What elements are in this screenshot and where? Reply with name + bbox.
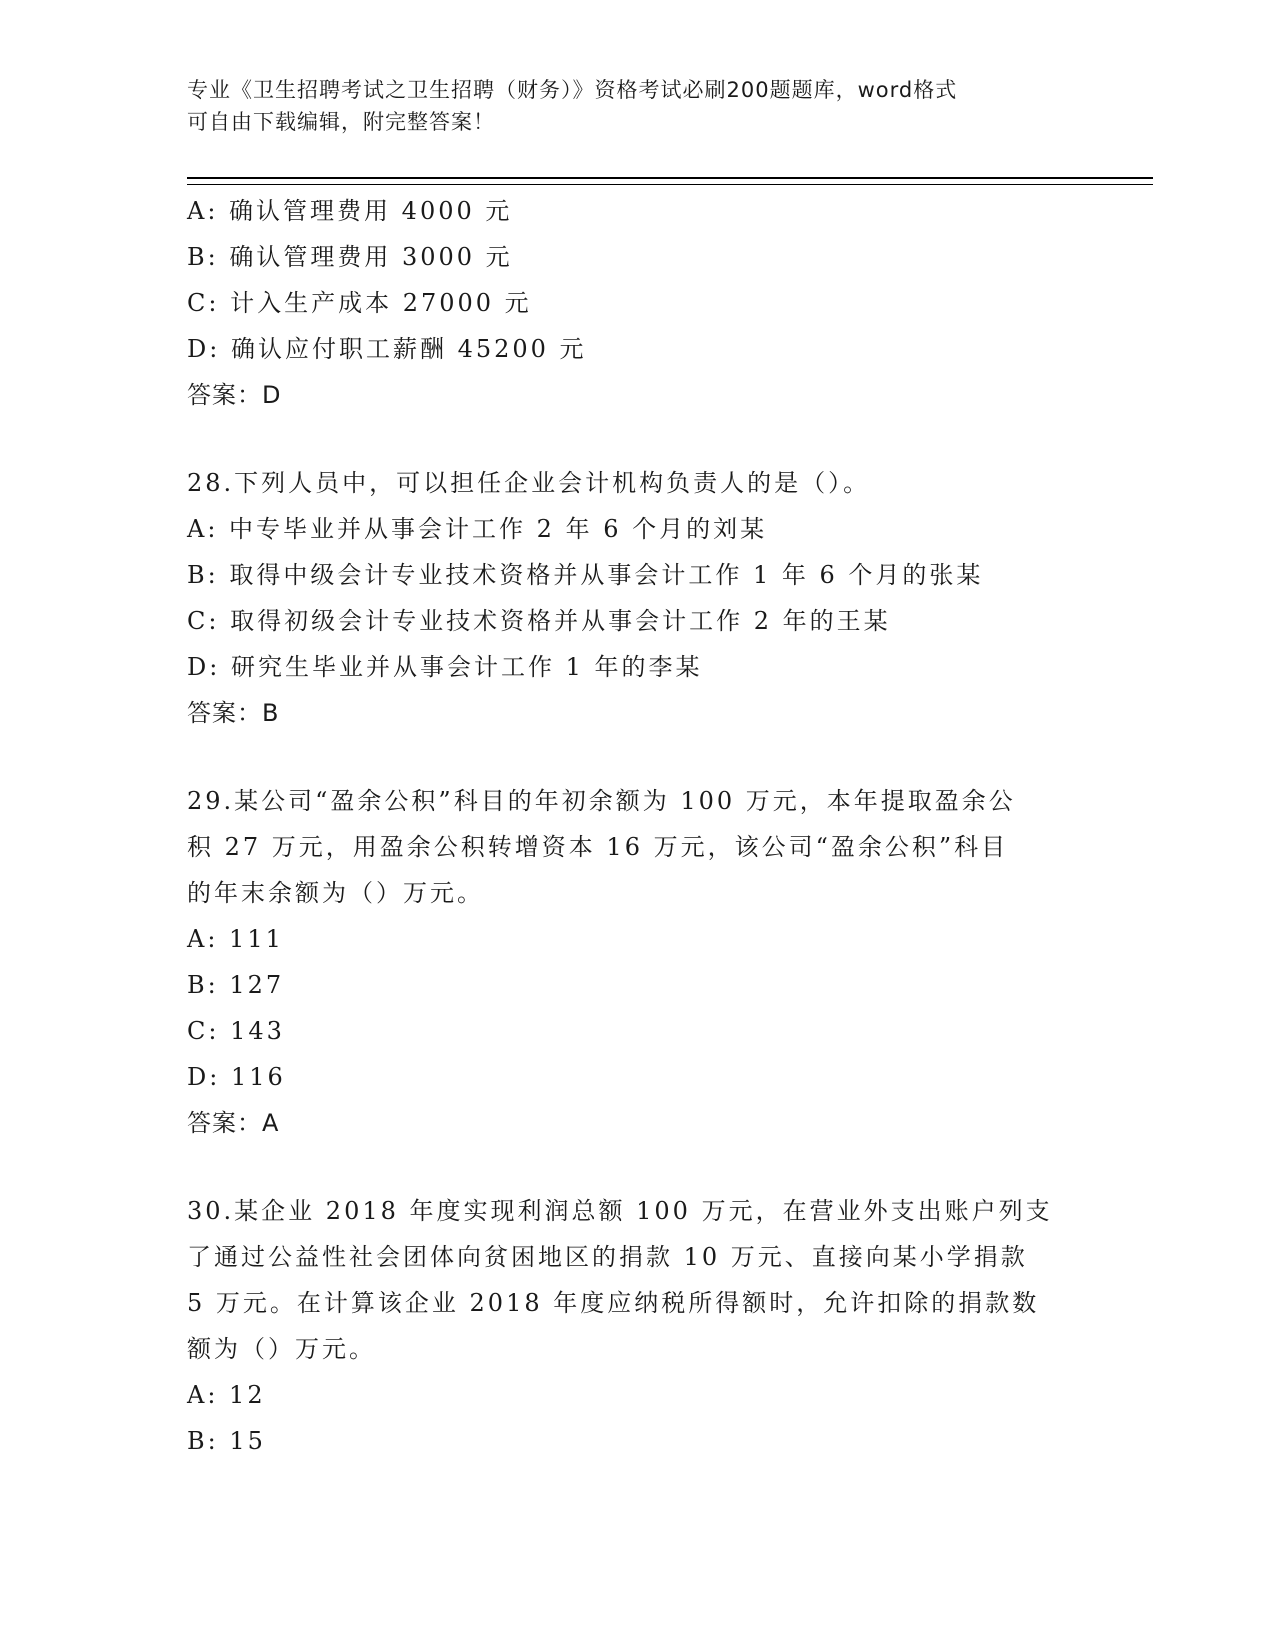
question-stem-line: 积 27 万元，用盈余公积转增资本 16 万元，该公司“盈余公积”科目 <box>187 833 1009 861</box>
option-b: B: 15 <box>187 1427 266 1455</box>
question-27-fragment <box>187 188 1087 418</box>
option-a: A: 111 <box>187 925 284 953</box>
question-stem-line: 30.某企业 2018 年度实现利润总额 100 万元，在营业外支出账户列支 <box>187 1197 1053 1225</box>
option-b: B: 取得中级会计专业技术资格并从事会计工作 1 年 6 个月的张某 <box>187 561 984 589</box>
option-b: B: 确认管理费用 3000 元 <box>187 243 513 271</box>
option-d: D: 116 <box>187 1063 286 1091</box>
option-d: D: 确认应付职工薪酬 45200 元 <box>187 335 587 363</box>
question-stem-line: 5 万元。在计算该企业 2018 年度应纳税所得额时，允许扣除的捐款数 <box>187 1289 1040 1317</box>
question-stem: 28.下列人员中，可以担任企业会计机构负责人的是（）。 <box>187 469 871 497</box>
option-b: B: 127 <box>187 971 285 999</box>
header-line-2: 可自由下载编辑，附完整答案！ <box>187 110 495 134</box>
header-divider <box>187 177 1153 185</box>
question-stem-line: 了通过公益性社会团体向贫困地区的捐款 10 万元、直接向某小学捐款 <box>187 1243 1028 1271</box>
answer: 答案：B <box>187 699 280 727</box>
question-30 <box>187 1188 1087 1464</box>
option-a: A: 中专毕业并从事会计工作 2 年 6 个月的刘某 <box>187 515 768 543</box>
question-29 <box>187 778 1087 1146</box>
option-c: C: 取得初级会计专业技术资格并从事会计工作 2 年的王某 <box>187 607 891 635</box>
header-line-1: 专业《卫生招聘考试之卫生招聘（财务）》资格考试必刷200题题库，word格式 <box>187 78 958 102</box>
question-stem-line: 29.某公司“盈余公积”科目的年初余额为 100 万元，本年提取盈余公 <box>187 787 1016 815</box>
question-stem-line: 的年末余额为（）万元。 <box>187 879 484 907</box>
question-stem-line: 额为（）万元。 <box>187 1335 376 1363</box>
question-28 <box>187 460 1087 736</box>
option-c: C: 计入生产成本 27000 元 <box>187 289 532 317</box>
answer: 答案：D <box>187 381 282 409</box>
question-list <box>187 188 1087 1464</box>
answer: 答案：A <box>187 1109 280 1137</box>
document-header <box>187 74 1067 138</box>
option-a: A: 12 <box>187 1381 266 1409</box>
option-d: D: 研究生毕业并从事会计工作 1 年的李某 <box>187 653 703 681</box>
option-c: C: 143 <box>187 1017 285 1045</box>
option-a: A: 确认管理费用 4000 元 <box>187 197 513 225</box>
